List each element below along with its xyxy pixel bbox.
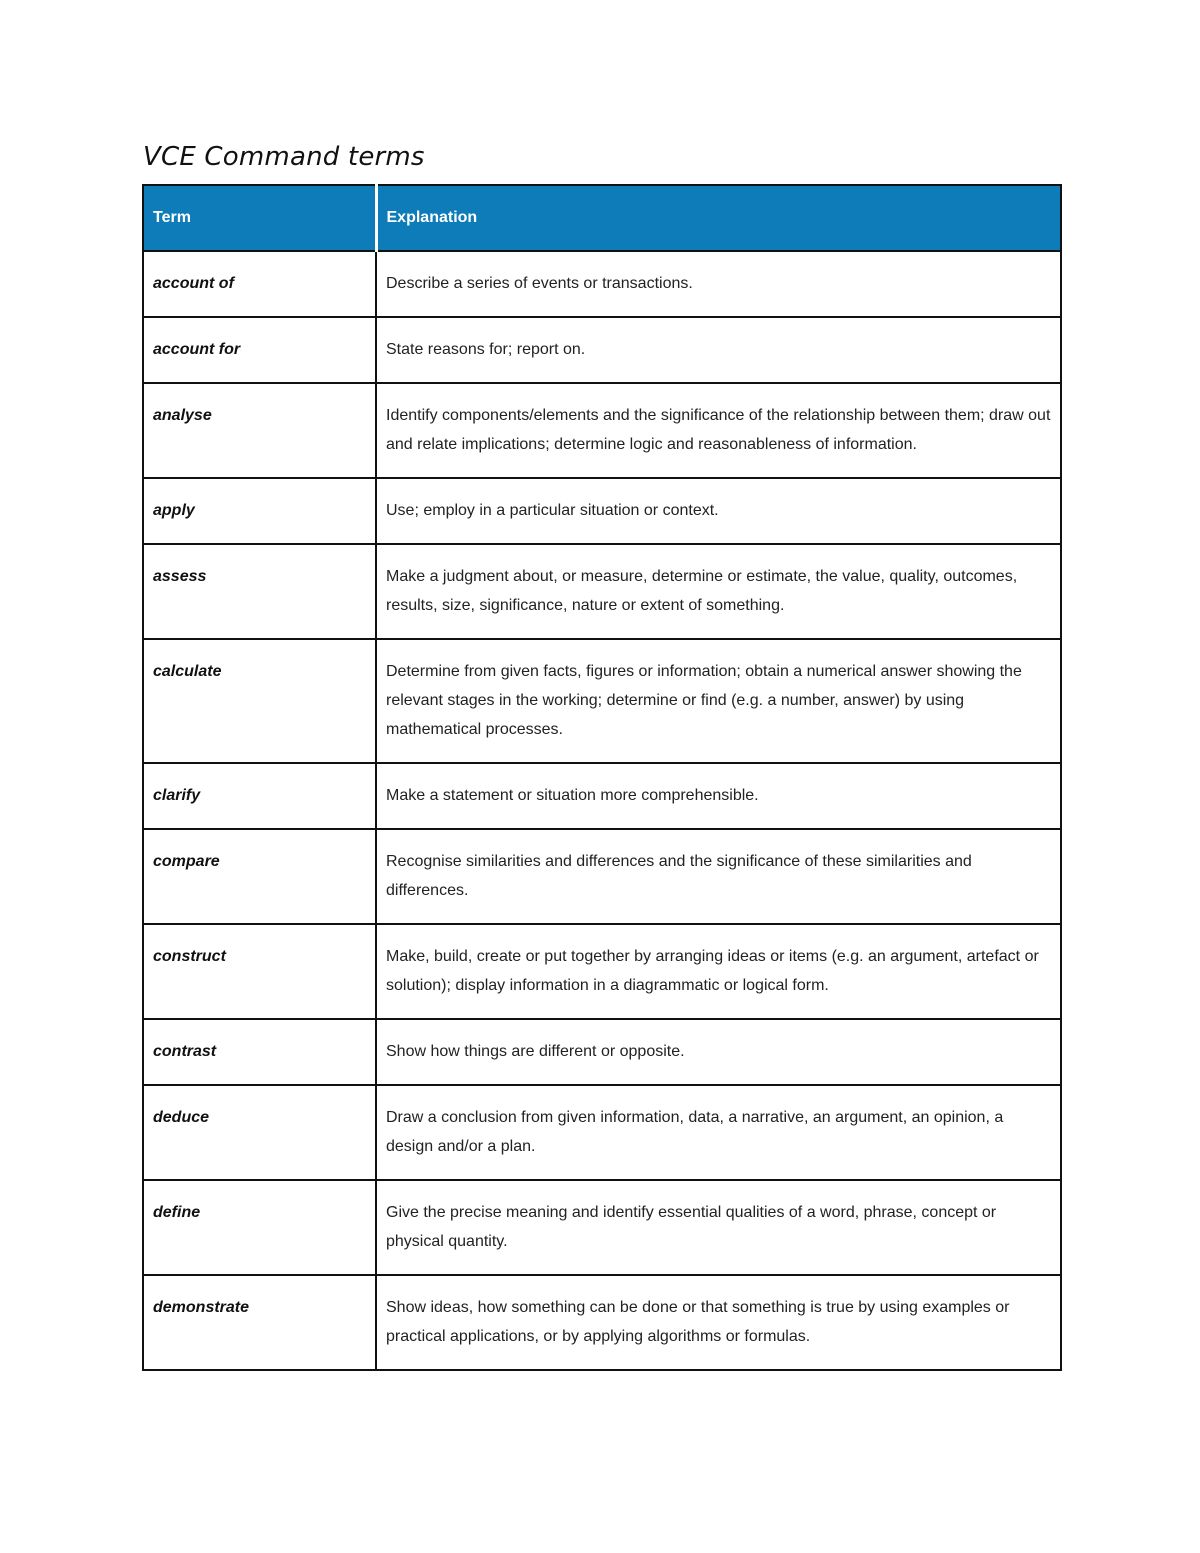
term-cell: contrast [143,1019,376,1085]
explanation-cell: Show ideas, how something can be done or that something is true by using examples or practical applications, or by applying algorithms or formulas. [376,1275,1061,1370]
column-header-term: Term [143,185,376,251]
explanation-cell: Give the precise meaning and identify essential qualities of a word, phrase, concept or physical quantity. [376,1180,1061,1275]
explanation-cell: State reasons for; report on. [376,317,1061,383]
explanation-cell: Show how things are different or opposite. [376,1019,1061,1085]
explanation-cell: Describe a series of events or transactions. [376,251,1061,317]
table-row [143,317,1061,383]
table-header-row [143,185,1061,251]
table-row [143,763,1061,829]
table-row [143,639,1061,763]
explanation-cell: Make a statement or situation more comprehensible. [376,763,1061,829]
explanation-cell: Make a judgment about, or measure, determine or estimate, the value, quality, outcomes, results, size, significance, nature or extent of something. [376,544,1061,639]
term-cell: deduce [143,1085,376,1180]
table-row [143,1085,1061,1180]
term-cell: analyse [143,383,376,478]
term-cell: define [143,1180,376,1275]
table-row [143,829,1061,924]
table-row [143,1019,1061,1085]
explanation-cell: Use; employ in a particular situation or context. [376,478,1061,544]
table-row [143,544,1061,639]
explanation-cell: Identify components/elements and the significance of the relationship between them; draw out and relate implications; determine logic and reasonableness of information. [376,383,1061,478]
table-row [143,383,1061,478]
term-cell: calculate [143,639,376,763]
term-cell: demonstrate [143,1275,376,1370]
explanation-cell: Draw a conclusion from given information, data, a narrative, an argument, an opinion, a design and/or a plan. [376,1085,1061,1180]
term-cell: assess [143,544,376,639]
explanation-cell: Determine from given facts, figures or information; obtain a numerical answer showing the relevant stages in the working; determine or find (e.g. a number, answer) by using mathematical processes. [376,639,1061,763]
term-cell: construct [143,924,376,1019]
term-cell: apply [143,478,376,544]
table-row [143,1275,1061,1370]
explanation-cell: Make, build, create or put together by arranging ideas or items (e.g. an argument, artefact or solution); display information in a diagrammatic or logical form. [376,924,1061,1019]
command-terms-table [142,184,1062,1371]
term-cell: clarify [143,763,376,829]
table-row [143,251,1061,317]
term-cell: compare [143,829,376,924]
table-row [143,478,1061,544]
column-header-explanation: Explanation [376,185,1061,251]
explanation-cell: Recognise similarities and differences and the significance of these similarities and differences. [376,829,1061,924]
table-row [143,924,1061,1019]
term-cell: account of [143,251,376,317]
page-title: VCE Command terms [143,142,425,172]
table-row [143,1180,1061,1275]
term-cell: account for [143,317,376,383]
